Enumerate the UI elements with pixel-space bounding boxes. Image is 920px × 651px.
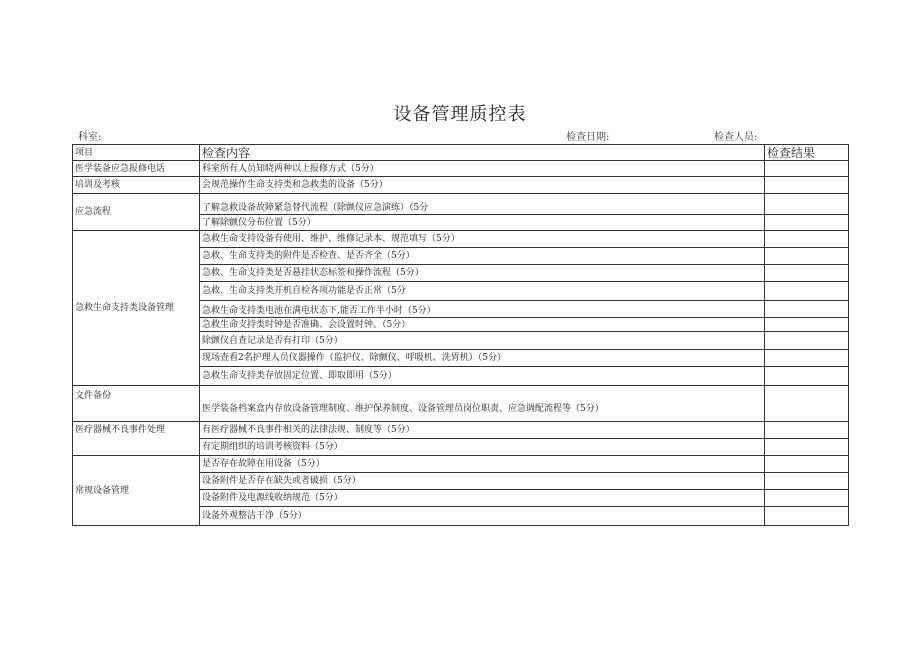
department-label: 科室:: [78, 132, 102, 143]
check-item: 会规范操作生命支持类和急救类的设备（5分）: [200, 177, 765, 194]
result-cell[interactable]: [765, 332, 849, 350]
check-item: 是否存在故障在用设备（5分）: [200, 456, 765, 473]
inspection-date-label: 检查日期:: [566, 132, 610, 143]
result-cell[interactable]: [765, 386, 849, 422]
result-cell[interactable]: [765, 350, 849, 367]
header-result: 检查结果: [765, 145, 849, 161]
check-item: 除颤仪自查记录是否有打印（5分）: [200, 332, 765, 350]
result-cell[interactable]: [765, 265, 849, 282]
result-cell[interactable]: [765, 215, 849, 231]
check-item: 现场查看2名护理人员仪器操作（监护仪、除颤仪、呼吸机、洗胃机）（5分）: [200, 350, 765, 367]
result-cell[interactable]: [765, 231, 849, 248]
result-cell[interactable]: [765, 177, 849, 194]
check-item: 急救生命支持类电池在满电状态下,能否工作半小时（5分）: [200, 301, 765, 318]
table-row: [73, 177, 849, 194]
result-cell[interactable]: [765, 301, 849, 318]
inspector-label: 检查人员:: [714, 132, 758, 143]
result-cell[interactable]: [765, 456, 849, 473]
header-item: 项目: [73, 145, 200, 161]
check-item: 急救生命支持类时钟是否准确、会设置时钟。（5分）: [200, 318, 765, 332]
result-cell[interactable]: [765, 490, 849, 507]
category-cell: 急救生命支持类设备管理: [73, 231, 200, 386]
result-cell[interactable]: [765, 473, 849, 490]
check-item: 急救、生命支持类开机自检各项功能是否正常（5分: [200, 282, 765, 301]
table-row: [73, 456, 849, 473]
check-item: 设备外观整洁干净（5分）: [200, 507, 765, 526]
result-cell[interactable]: [765, 507, 849, 526]
table-row: [73, 422, 849, 439]
table-row: [73, 194, 849, 215]
result-cell[interactable]: [765, 367, 849, 386]
category-cell: 医学装备应急报修电话: [73, 161, 200, 177]
table-header-row: [73, 145, 849, 161]
result-cell[interactable]: [765, 194, 849, 215]
check-item: 了解急救设备故障紧急替代流程（除颤仪应急演练）（5分: [200, 194, 765, 215]
category-cell: 常规设备管理: [73, 456, 200, 526]
category-cell: 培训及考核: [73, 177, 200, 194]
result-cell[interactable]: [765, 318, 849, 332]
category-cell: 医疗器械不良事件处理: [73, 422, 200, 456]
result-cell[interactable]: [765, 161, 849, 177]
check-item: 设备附件及电源线收纳规范（5分）: [200, 490, 765, 507]
check-item: 设备附件是否存在缺失或者破损（5分）: [200, 473, 765, 490]
table-row: [73, 161, 849, 177]
result-cell[interactable]: [765, 422, 849, 439]
table-row: [73, 231, 849, 248]
result-cell[interactable]: [765, 248, 849, 265]
page-title: 设备管理质控表: [393, 104, 527, 125]
check-item: 有医疗器械不良事件相关的法律法规、制度等（5分）: [200, 422, 765, 439]
check-item: 有定期组织的培训考核资料（5分）: [200, 439, 765, 456]
quality-control-table: [72, 144, 849, 526]
check-item: 急救、生命支持类是否悬挂状态标签和操作流程（5分）: [200, 265, 765, 282]
check-item: 急救生命支持设备有使用、维护、维修记录本、规范填写（5分）: [200, 231, 765, 248]
check-item: 医学装备档案盒内存放设备管理制度、维护保养制度、设备管理员岗位职责、应急调配流程等（5分）: [200, 386, 765, 422]
header-content: 检查内容: [200, 145, 765, 161]
category-cell: 应急流程: [73, 194, 200, 231]
check-item: 急救生命支持类存放固定位置、即取即用（5分）: [200, 367, 765, 386]
table-row: [73, 386, 849, 422]
check-item: 急救、生命支持类的附件是否检查、是否齐全（5分）: [200, 248, 765, 265]
check-item: 科室所有人员知晓两种以上报修方式（5分）: [200, 161, 765, 177]
category-cell: 文件备份: [73, 386, 200, 422]
result-cell[interactable]: [765, 439, 849, 456]
result-cell[interactable]: [765, 282, 849, 301]
check-item: 了解除颤仪分布位置（5分）: [200, 215, 765, 231]
